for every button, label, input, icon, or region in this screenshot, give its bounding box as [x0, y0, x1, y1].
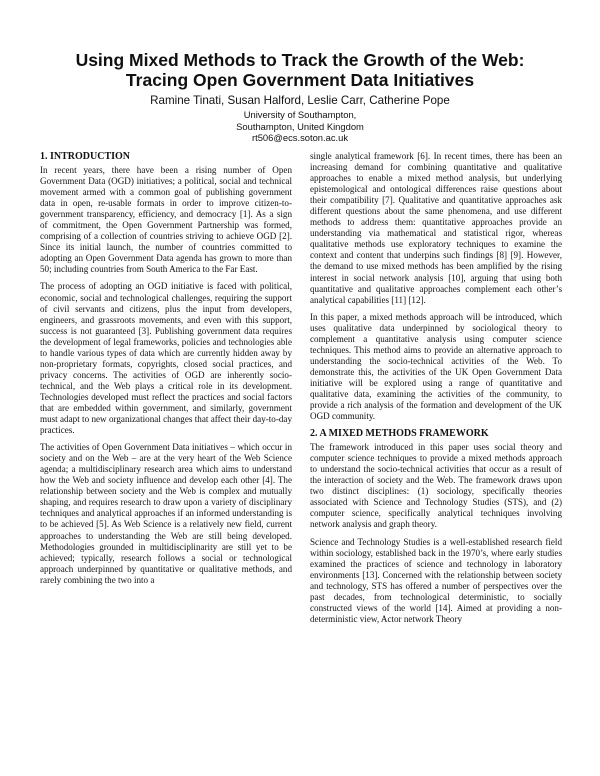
affiliation-university: University of Southampton, — [243, 109, 357, 120]
title-line-2: Tracing Open Government Data Initiatives — [125, 70, 475, 90]
left-column — [40, 150, 292, 592]
intro-paragraph-3: The activities of Open Government Data initiatives – which occur in society and on the Web – are at the very heart of the Web Science agenda; a multidisciplinary research area which aims to understand how the Web and society influence and develop each other [4]. The relationship between society and the Web is complex and mutually shaping, and requires research to draw upon a variety of disciplinary techniques and analytical approaches if an informed understanding is to be achieved [5]. As Web Science is a relatively new field, current approaches to understanding the Web are still being developed. Methodologies grounded in multidisciplinarity are still yet to be achieved; typically, research follows a social or technological approach underpinned by quantitative or qualitative methods, and rarely combining the two into a — [40, 442, 292, 585]
framework-paragraph-1: The framework introduced in this paper uses social theory and computer science techniques to provide a mixed methods approach to understand the socio-technical activities that occur as a result of the interaction of society and the Web. The framework draws upon two distinct disciplines: (1) sociology, specifically theories associated with Science and Technology Studies (STS), and (2) computer science, specifically analytical techniques involving network analysis and graph theory. — [310, 442, 562, 530]
intro-paragraph-4: In this paper, a mixed methods approach will be introduced, which uses qualitative data underpinned by sociological theory to complement a quantitative analysis using computer science techniques. This method aims to provide an alternative approach to understanding the socio-technical activities of the Web. To demonstrate this, the activities of the UK Open Government Data initiative will be explored using a range of quantitative and qualitative data, examining the activities of the community, to provide a rich analysis of the formation and development of the UK OGD community. — [310, 311, 562, 422]
affiliation-block — [40, 109, 560, 144]
section-2-heading: 2. A MIXED METHODS FRAMEWORK — [310, 428, 489, 440]
intro-paragraph-1: In recent years, there have been a rising number of Open Government Data (OGD) initiatives; a political, social and technical movement armed with a common goal of publishing government data in open, re-usable formats in order to improve citizen-to-government transparency, efficiency, and democracy [1]. As a sign of commitment, the Open Government Partnership was formed, comprising of a collection of countries striving to achieve OGD [2]. Since its initial launch, the number of countries committed to adopting an Open Government Data agenda has grown to more than 50; including countries from South America to the Far East. — [40, 165, 292, 275]
affiliation-email: rt506@ecs.soton.ac.uk — [251, 132, 349, 144]
section-1-heading: 1. INTRODUCTION — [40, 151, 131, 162]
paper-title — [40, 50, 560, 90]
intro-paragraph-3-continued: single analytical framework [6]. In recent times, there has been an increasing demand for combining quantitative and qualitative approaches to enable a mixed method analysis, but underlying epistemological and ontological differences raise questions about their compatibility [7]. Qualitative and quantitative approaches ask different questions about the same phenomena, and use different methods to address them: quantitative approaches provide an understanding via mathematical and statistical rigor, whereas qualitative methods use exploratory techniques to examine the context and content that underpins such findings [8] [9]. However, the demand to use mixed methods has been amplified by the rising interest in social network analysis [10], arguing that using both quantitative and qualitative approaches complement each other’s analytical capabilities [11] [12]. — [310, 151, 562, 305]
affiliation-location: Southampton, United Kingdom — [236, 120, 364, 132]
author-list: Ramine Tinati, Susan Halford, Leslie Carr, Catherine Pope — [150, 94, 450, 107]
intro-paragraph-2: The process of adopting an OGD initiative is faced with political, economic, social and technological challenges, requiring the support of civil servants and citizens, plus the input from developers, engineers, and grassroots movements, and even with this support, success is not guaranteed [3]. Publishing government data requires the development of legal frameworks, policies and technologies able to handle various types of data which are currently hidden away by non-proprietary formats, copyrights, closed social practices, and privacy concerns. The activities of OGD are inherently socio-technical, and the Web plays a critical role in its development. Technologies developed must reflect the practices and social factors that are embedded within government, and similarly, government must adapt to new organizational changes that affect their day-to-day practices. — [40, 281, 292, 436]
framework-paragraph-2: Science and Technology Studies is a well-established research field within sociology, established back in the 1970’s, where early studies examined the practices of science and technology in laboratory environments [13]. Concerned with the relationship between society and technology, STS has offered a number of perspectives over the past decades, from technological deterministic, to socially constructed views of the world [14]. Aimed at providing a non-deterministic view, Actor network Theory — [310, 536, 562, 624]
right-column — [310, 151, 562, 631]
title-line-1: Using Mixed Methods to Track the Growth of the Web: — [75, 50, 525, 70]
